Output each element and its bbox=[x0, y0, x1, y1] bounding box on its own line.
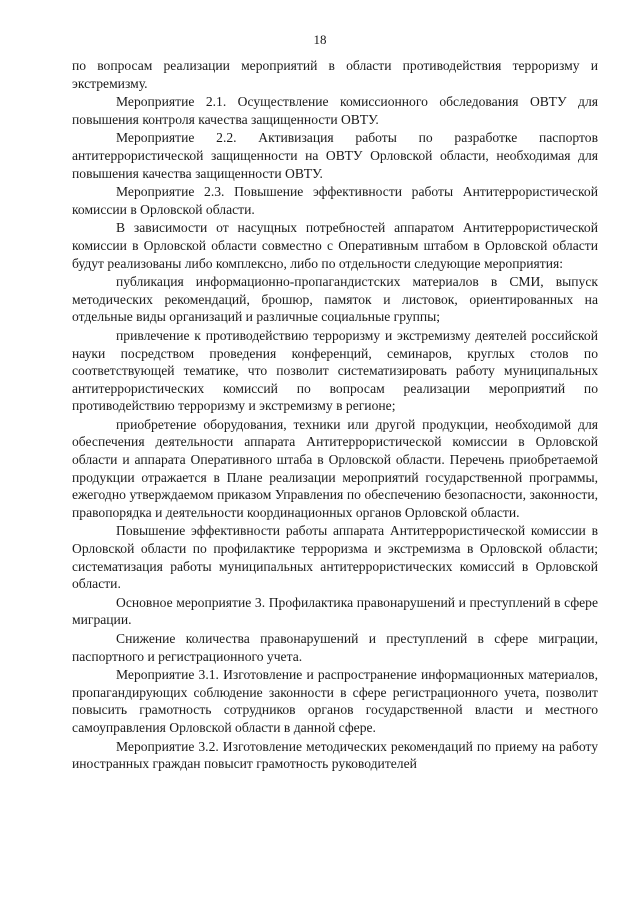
paragraph-continuation: по вопросам реализации мероприятий в области противодействия терроризму и экстремизму. bbox=[72, 58, 598, 91]
page-number: 18 bbox=[313, 32, 327, 47]
paragraph-main-measure-3: Основное мероприятие 3. Профилактика правонарушений и преступлений в сфере миграции. bbox=[72, 594, 598, 628]
paragraph-migration-result: Снижение количества правонарушений и преступлений в сфере миграции, паспортного и регистрационного учета. bbox=[72, 631, 598, 664]
paragraph-equipment-purchase: приобретение оборудования, техники или другой продукции, необходимой для обеспечения деятельности аппарата Антитеррористической комиссии в Орловской области и аппарата Оперативного штаба в Орловской области. Перечень приобретаемой продукции отражается в Плане реализации мероприятий государственной программы, ежегодно утверждаемом приказом Управления по обеспечению безопасности, законности, правопорядка и деятельности координационных органов Орловской области. bbox=[72, 416, 598, 520]
paragraph-efficiency-result: Повышение эффективности работы аппарата Антитеррористической комиссии в Орловской области по профилактике терроризма и экстремизма в Орловской области; систематизация работы муниципальных антитеррористических комиссий в Орловской области. bbox=[72, 523, 598, 592]
paragraph-measure-3-1: Мероприятие 3.1. Изготовление и распространение информационных материалов, пропагандирующих соблюдение законности в сфере регистрационного учета, позволит повысить грамотность сотрудников органов государственной власти и местного самоуправления Орловской области в данной сфере. bbox=[72, 667, 598, 735]
paragraph-science-involvement: привлечение к противодействию терроризму и экстремизму деятелей российской науки посредством проведения конференций, семинаров, круглых столов по соответствующей тематике, что позволит систематизировать работу муниципальных антитеррористических комиссий по вопросам реализации мероприятий по противодействию терроризму и экстремизму в регионе; bbox=[72, 327, 598, 414]
paragraph-publication: публикация информационно-пропагандистских материалов в СМИ, выпуск методических рекомендаций, брошюр, памяток и листовок, ориентированных на отдельные виды организаций и различные социальные группы; bbox=[72, 274, 598, 325]
paragraph-measure-2-3: Мероприятие 2.3. Повышение эффективности работы Антитеррористической комиссии в Орловской области. bbox=[72, 184, 598, 217]
paragraph-activities-intro: В зависимости от насущных потребностей аппаратом Антитеррористической комиссии в Орловской области совместно с Оперативным штабом в Орловской области будут реализованы либо комплексно, либо по отдельности следующие мероприятия: bbox=[72, 220, 598, 271]
paragraph-measure-2-1: Мероприятие 2.1. Осуществление комиссионного обследования ОВТУ для повышения контроля качества защищенности ОВТУ. bbox=[72, 94, 598, 127]
paragraph-measure-3-2: Мероприятие 3.2. Изготовление методических рекомендаций по приему на работу иностранных граждан повысит грамотность руководителей bbox=[72, 738, 598, 772]
paragraph-measure-2-2: Мероприятие 2.2. Активизация работы по разработке паспортов антитеррористической защищенности на ОВТУ Орловской области, необходимая для повышения качества защищенности ОВТУ. bbox=[72, 130, 598, 181]
document-body bbox=[72, 57, 598, 774]
